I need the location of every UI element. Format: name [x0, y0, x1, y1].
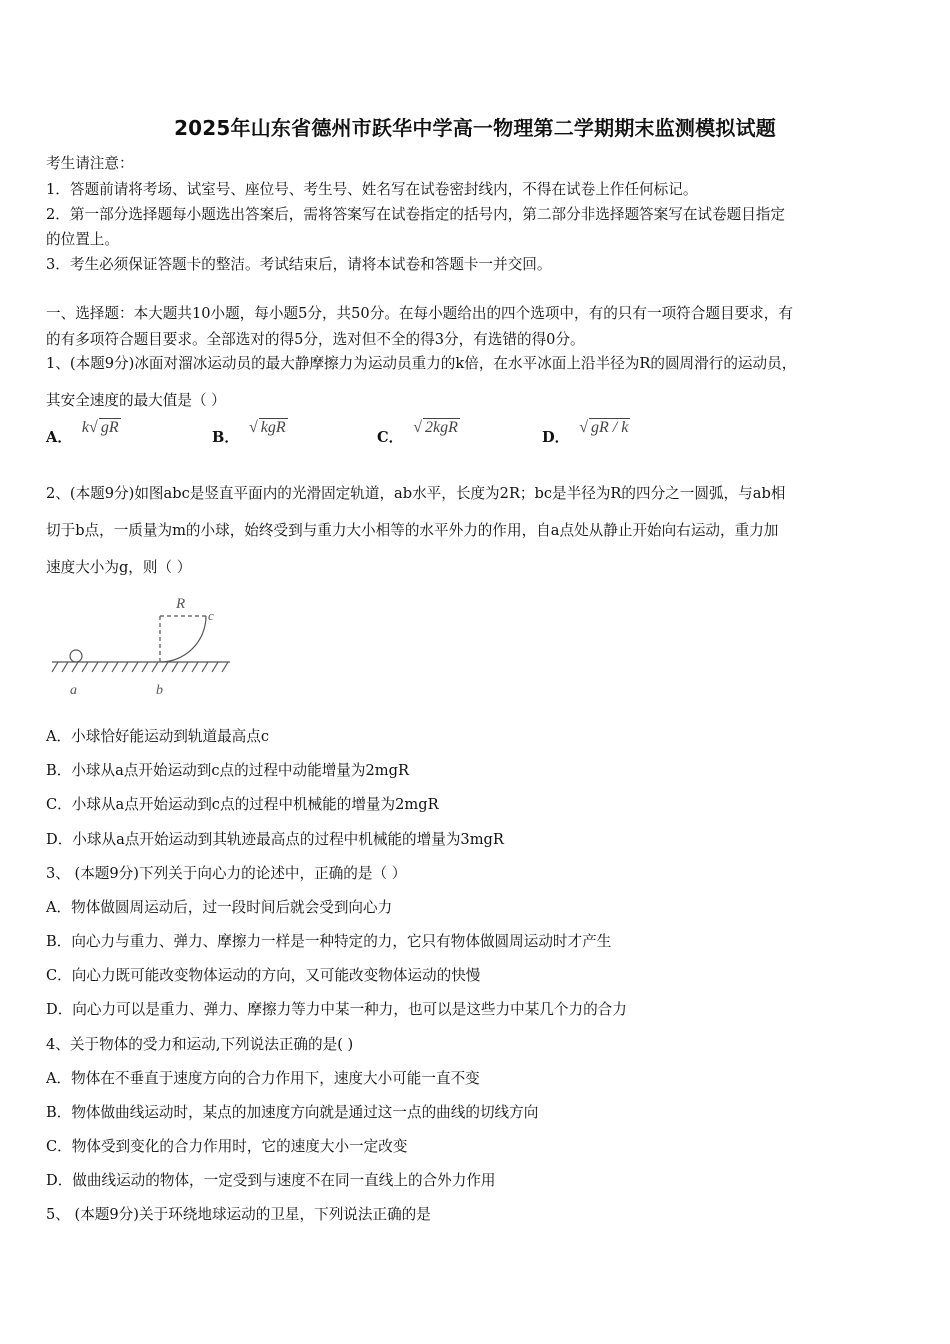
q4-option-a[interactable]: A．物体在不垂直于速度方向的合力作用下，速度大小可能一直不变: [46, 1070, 480, 1087]
q1-option-c-radicand: 2kgR: [425, 419, 458, 436]
q1-option-d[interactable]: [542, 419, 630, 447]
q1-option-d-label: D．: [542, 429, 570, 446]
q2-stem-line-1: 2、(本题9分)如图abc是竖直平面内的光滑固定轨道，ab水平，长度为2R；bc是半径为R的四分之一圆弧，与ab相: [46, 485, 786, 502]
q2-option-b[interactable]: B．小球从a点开始运动到c点的过程中动能增量为2mgR: [46, 762, 409, 779]
q1-option-a-formula: k√ gR: [81, 419, 119, 436]
q3-option-c[interactable]: C．向心力既可能改变物体运动的方向，又可能改变物体运动的快慢: [46, 967, 481, 984]
label-c: c: [208, 608, 214, 623]
q1-option-b-label: B．: [212, 429, 239, 446]
q1-stem-line-2: 其安全速度的最大值是（ ）: [46, 392, 226, 409]
notice-item-2-cont: 的位置上。: [46, 231, 119, 248]
q2-stem-line-2: 切于b点，一质量为m的小球，始终受到与重力大小相等的水平外力的作用，自a点处从静止开始向右运动，重力加: [46, 522, 779, 539]
notice-heading: 考生请注意：: [46, 155, 134, 172]
q1-option-c[interactable]: [377, 419, 460, 447]
ball: [70, 650, 82, 662]
q3-option-a[interactable]: A．物体做圆周运动后，过一段时间后就会受到向心力: [46, 899, 393, 916]
q1-stem-line-1: 1、(本题9分)冰面对溜冰运动员的最大静摩擦力为运动员重力的k倍，在水平冰面上沿半径为R的圆周滑行的运动员，: [46, 355, 797, 372]
q2-stem-line-3: 速度大小为g，则（ ）: [46, 559, 192, 576]
q1-option-b-radicand: kgR: [260, 419, 286, 436]
ground-hatching: [52, 662, 228, 672]
q5-stem: 5、 (本题9分)关于环绕地球运动的卫星，下列说法正确的是: [46, 1206, 431, 1223]
q1-option-a[interactable]: [46, 419, 121, 447]
q1-option-a-coef: k: [81, 419, 90, 436]
q3-option-b[interactable]: B．向心力与重力、弹力、摩擦力一样是一种特定的力，它只有物体做圆周运动时才产生: [46, 933, 612, 950]
notice-item-1: 1．答题前请将考场、试室号、座位号、考生号、姓名写在试卷密封线内，不得在试卷上作任何标记。: [46, 181, 698, 198]
q4-option-d[interactable]: D．做曲线运动的物体，一定受到与速度不在同一直线上的合外力作用: [46, 1172, 496, 1189]
q1-option-b-formula: √ kgR: [248, 419, 286, 436]
label-a: a: [70, 683, 77, 698]
label-R: R: [176, 596, 186, 612]
q4-option-c[interactable]: C．物体受到变化的合力作用时，它的速度大小一定改变: [46, 1138, 408, 1155]
q4-option-b[interactable]: B．物体做曲线运动时，某点的加速度方向就是通过这一点的曲线的切线方向: [46, 1104, 539, 1121]
q2-option-d[interactable]: D．小球从a点开始运动到其轨迹最高点的过程中机械能的增量为3mgR: [46, 831, 504, 848]
q1-option-a-radicand: gR: [100, 419, 119, 436]
section-intro-line-1: 一、选择题：本大题共10小题，每小题5分，共50分。在每小题给出的四个选项中，有的只有一项符合题目要求，有: [46, 305, 793, 322]
q1-option-c-formula: √ 2kgR: [413, 419, 458, 436]
q1-option-c-label: C．: [377, 429, 404, 446]
page-title: 2025年山东省德州市跃华中学高一物理第二学期期末监测模拟试题: [174, 116, 776, 140]
q2-option-a[interactable]: A．小球恰好能运动到轨道最高点c: [46, 728, 270, 745]
notice-item-2: 2．第一部分选择题每小题选出答案后，需将答案写在试卷指定的括号内，第二部分非选择题答案写在试卷题目指定: [46, 206, 785, 223]
q1-option-a-label: A．: [46, 429, 72, 446]
q2-option-c[interactable]: C．小球从a点开始运动到c点的过程中机械能的增量为2mgR: [46, 796, 439, 813]
q1-option-d-radicand: gR / k: [591, 419, 629, 436]
quarter-arc-bc: [160, 616, 206, 662]
q1-option-d-formula: √ gR / k: [579, 419, 629, 436]
q3-option-d[interactable]: D．向心力可以是重力、弹力、摩擦力等力中某一种力，也可以是这些力中某几个力的合力: [46, 1001, 627, 1018]
track-diagram: [48, 588, 238, 700]
label-b: b: [156, 683, 163, 698]
notice-item-3: 3．考生必须保证答题卡的整洁。考试结束后，请将本试卷和答题卡一并交回。: [46, 256, 552, 273]
q3-stem: 3、 (本题9分)下列关于向心力的论述中，正确的是（ ）: [46, 865, 407, 882]
section-intro-line-2: 的有多项符合题目要求。全部选对的得5分，选对但不全的得3分，有选错的得0分。: [46, 331, 585, 348]
q4-stem: 4、关于物体的受力和运动,下列说法正确的是( ): [46, 1036, 354, 1053]
q1-option-b[interactable]: [212, 419, 288, 447]
